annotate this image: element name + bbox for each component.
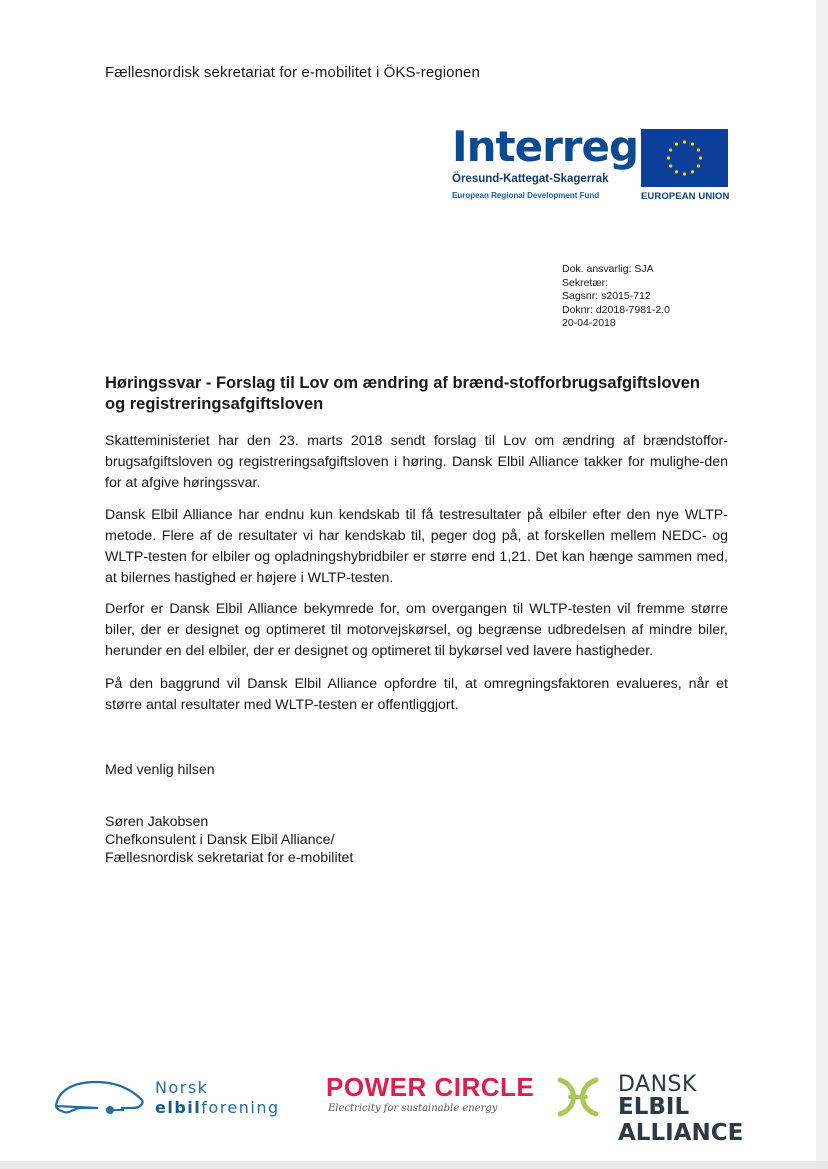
closing-greeting: Med venlig hilsen <box>105 762 215 778</box>
norsk-line2 <box>155 1098 280 1117</box>
power-circle-name: POWER CIRCLE <box>326 1072 535 1102</box>
norsk-line1: Norsk <box>155 1078 209 1097</box>
dansk-elbil-alliance-logo <box>556 1072 796 1146</box>
paragraph-3: Derfor er Dansk Elbil Alliance bekymrede for, om overgangen til WLTP-testen vil fremme større biler, der er designet og optimeret til motorvejskørsel, og begrænse udbredelsen af mindre biler, herunder en del elbiler, der er designet og optimeret til bykørsel ved lavere hastigheder. <box>105 601 728 659</box>
signature-role: Chefkonsulent i Dansk Elbil Alliance/ <box>105 832 335 848</box>
organization-header: Fællesnordisk sekretariat for e-mobilitet i ÖKS-regionen <box>105 64 480 81</box>
norsk-line2-rest: forening <box>201 1098 280 1117</box>
norsk-elbilforening-logo <box>52 1072 292 1122</box>
eu-flag-icon <box>641 129 728 187</box>
meta-doc-number: Doknr: d2018-7981-2.0 <box>562 303 670 316</box>
scan-edge-bottom <box>0 1161 828 1169</box>
power-circle-logo <box>326 1072 535 1122</box>
document-metadata <box>562 263 670 331</box>
norsk-line2-bold: elbil <box>155 1098 202 1117</box>
power-circle-tagline: Electricity for sustainable energy <box>328 1103 498 1114</box>
meta-case-number: Sagsnr: s2015-712 <box>562 290 651 303</box>
paragraph-1: Skatteministeriet har den 23. marts 2018 sendt forslag til Lov om ændring af brændstoffor-brugsafgiftsloven og registreringsafgiftsloven i høring. Dansk Elbil Alliance takker for mulighe-den for at afgive høringssvar. <box>105 433 728 491</box>
paragraph-4: På den baggrund vil Dansk Elbil Alliance opfordre til, at omregningsfaktoren evalueres, når et større antal resultater med WLTP-testen er offentliggjort. <box>105 676 728 713</box>
dea-line2: ELBIL ALLIANCE <box>618 1094 744 1146</box>
interreg-region: Öresund-Kattegat-Skagerrak <box>452 173 609 185</box>
dea-mark-icon <box>556 1072 612 1122</box>
meta-responsible: Dok. ansvarlig: SJA <box>562 263 654 275</box>
scan-edge-right <box>816 0 828 1169</box>
meta-date: 20-04-2018 <box>562 317 616 330</box>
meta-secretary: Sekretær: <box>562 276 609 289</box>
interreg-logo <box>452 122 639 205</box>
dea-line1: DANSK <box>618 1072 697 1097</box>
eu-label: EUROPEAN UNION <box>641 191 730 202</box>
paragraph-2: Dansk Elbil Alliance har endnu kun kendskab til få testresultater på elbiler efter den nye WLTP-metode. Flere af de resultater vi har kendskab til, peger dog på, at forskellen mellem NEDC- og WLTP-testen for elbiler og opladningshybridbiler er større end 1,21. Det kan hænge sammen med, at bilernes hastighed er højere i WLTP-testen. <box>105 507 728 586</box>
signature-block <box>105 813 353 867</box>
document-title: Høringssvar - Forslag til Lov om ændring af brænd-stofforbrugsafgiftsloven og registreringsafgiftsloven <box>105 374 700 413</box>
signature-name: Søren Jakobsen <box>105 814 209 830</box>
signature-org: Fællesnordisk sekretariat for e-mobilitet <box>105 850 354 866</box>
interreg-fund: European Regional Development Fund <box>452 191 600 200</box>
car-outline-icon <box>52 1072 152 1122</box>
interreg-wordmark: Interreg <box>452 122 639 171</box>
